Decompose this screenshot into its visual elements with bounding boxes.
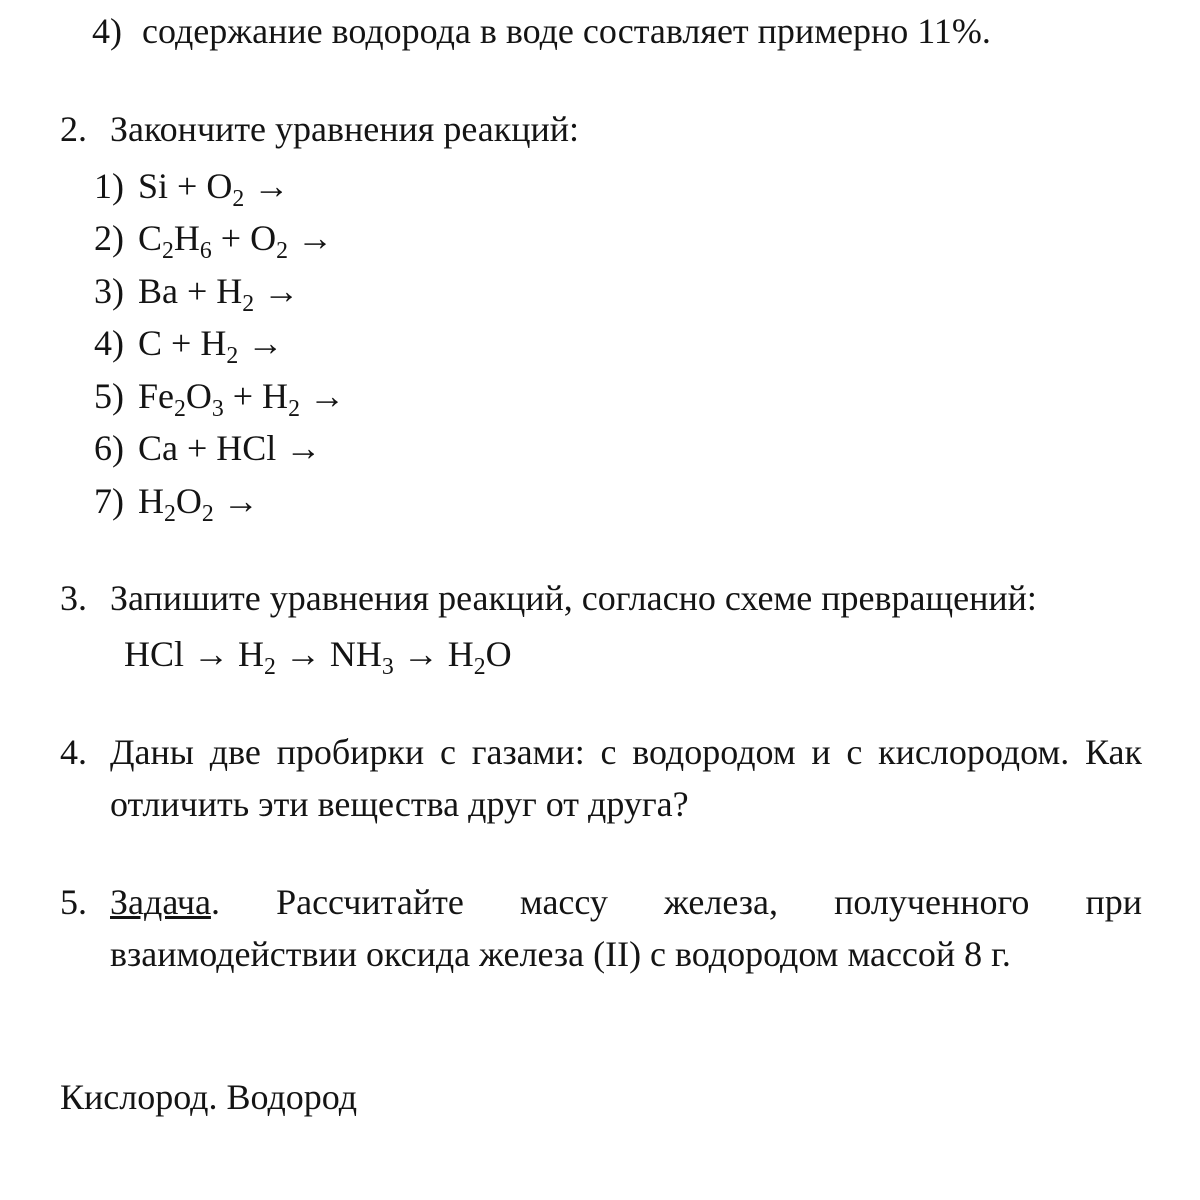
equation-row <box>94 422 1142 475</box>
equation-formula: $Ba + H_2$ → <box>138 270 300 317</box>
task-5 <box>60 877 1142 981</box>
previous-item-number: 4) <box>92 11 122 51</box>
equation-formula: $C + H_2$ → <box>138 323 284 370</box>
task-3-text: Запишите уравнения реакций, согласно схеме превращений: <box>110 578 1037 619</box>
equation-number: 4) <box>94 323 124 364</box>
task-3-scheme: HCl → $H_2 \to NH_3 \to H_2O$ <box>124 634 512 681</box>
task-4-number: 4. <box>60 732 87 773</box>
task-3-number: 3. <box>60 578 87 619</box>
equation-row <box>94 370 1142 423</box>
equation-row <box>94 317 1142 370</box>
equation-number: 5) <box>94 375 124 416</box>
previous-item-text: содержание водорода в воде составляет примерно 11%. <box>142 11 991 51</box>
task-2 <box>60 104 1142 156</box>
task-4-text: Даны две пробирки с газами: с водородом и с кислородом. Как отличить эти вещества друг от друга? <box>110 732 1142 824</box>
task-2-title: Закончите уравнения реакций: <box>110 108 580 149</box>
equation-number: 6) <box>94 428 124 469</box>
previous-list-item-4 <box>60 6 1142 58</box>
equation-number: 7) <box>94 480 124 521</box>
task-5-number: 5. <box>60 881 87 922</box>
task-2-number: 2. <box>60 108 87 149</box>
footer-heading: Кислород. Водород <box>60 1077 358 1118</box>
equation-row <box>94 475 1142 528</box>
task-3 <box>60 573 1142 625</box>
equation-formula: $C_2H_6 + O_2$ → <box>138 218 333 265</box>
equation-number: 3) <box>94 270 124 311</box>
equation-formula: $H_2O_2$ → <box>138 480 259 528</box>
task-5-text: . Рассчитайте массу железа, полученного при взаимодействии оксида железа (II) с водородом массой 8 г. <box>110 881 1142 974</box>
equation-row <box>94 160 1142 213</box>
equation-formula: Ca + HCl → <box>138 428 322 469</box>
equation-number: 2) <box>94 218 124 259</box>
task-2-equation-list <box>60 160 1142 528</box>
equation-row <box>94 212 1142 265</box>
equation-row <box>94 265 1142 318</box>
task-4 <box>60 727 1142 831</box>
task-5-label: Задача <box>110 881 211 922</box>
equation-number: 1) <box>94 165 124 206</box>
equation-formula: $Fe_2O_3 + H_2$ → <box>138 375 345 423</box>
equation-formula: $Si + O_2$ → <box>138 165 290 212</box>
